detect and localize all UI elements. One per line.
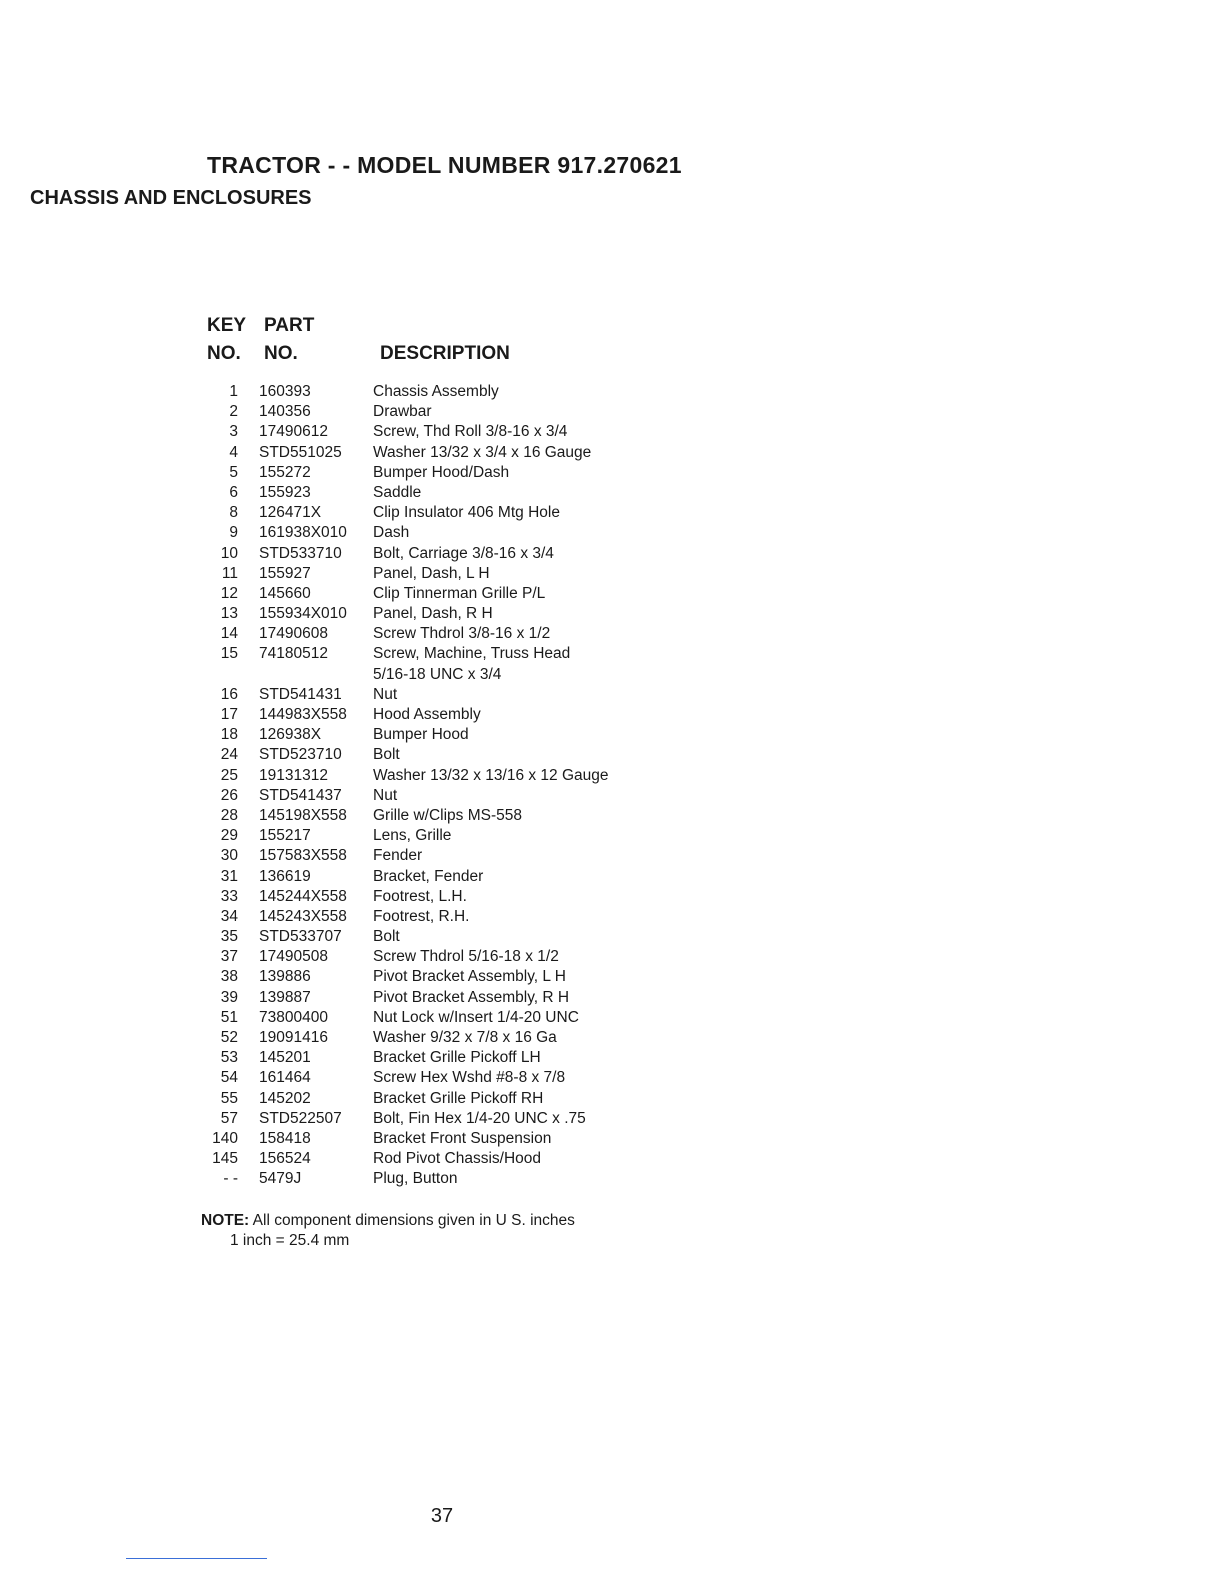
part-row bbox=[196, 685, 609, 705]
part-description-line1: Fender bbox=[373, 847, 423, 865]
part-number: 139886 bbox=[259, 968, 311, 986]
part-number: STD522507 bbox=[259, 1109, 342, 1127]
key-number: 31 bbox=[220, 867, 238, 885]
part-description-line1: Drawbar bbox=[373, 403, 432, 421]
part-row bbox=[196, 1008, 609, 1028]
part-description-line1: Washer 13/32 x 3/4 x 16 Gauge bbox=[373, 443, 592, 461]
part-number: 136619 bbox=[259, 867, 311, 885]
note bbox=[201, 1211, 575, 1251]
part-row bbox=[196, 806, 609, 826]
note-line1 bbox=[201, 1211, 575, 1231]
part-description-line2: 5/16-18 UNC x 3/4 bbox=[373, 665, 502, 683]
part-row bbox=[196, 907, 609, 927]
part-description-line1: Pivot Bracket Assembly, L H bbox=[373, 968, 566, 986]
key-number: 37 bbox=[220, 948, 238, 966]
part-number: 145660 bbox=[259, 584, 311, 602]
part-description bbox=[373, 766, 609, 786]
part-description-line1: Rod Pivot Chassis/Hood bbox=[373, 1150, 541, 1168]
part-description-line1: Bumper Hood/Dash bbox=[373, 463, 510, 481]
part-row bbox=[196, 503, 609, 523]
part-description-line1: Bracket Front Suspension bbox=[373, 1129, 552, 1147]
part-row bbox=[196, 887, 609, 907]
part-description-line1: Bumper Hood bbox=[373, 726, 469, 744]
key-number: 33 bbox=[220, 887, 238, 905]
part-description bbox=[373, 604, 609, 624]
parts-list bbox=[196, 382, 609, 1190]
part-description bbox=[373, 584, 609, 604]
part-description-line1: Screw Thdrol 5/16-18 x 1/2 bbox=[373, 948, 559, 966]
part-number: STD541437 bbox=[259, 786, 342, 804]
page-number: 37 bbox=[430, 1505, 454, 1527]
part-description bbox=[373, 967, 609, 987]
key-number: 11 bbox=[221, 564, 238, 582]
part-description bbox=[373, 483, 609, 503]
part-description-line1: Washer 9/32 x 7/8 x 16 Ga bbox=[373, 1029, 557, 1047]
part-description bbox=[373, 1169, 609, 1189]
part-number: 5479J bbox=[259, 1170, 302, 1188]
part-number: STD533710 bbox=[259, 544, 342, 562]
part-description bbox=[373, 927, 609, 947]
part-description-line1: Panel, Dash, R H bbox=[373, 605, 493, 623]
part-description bbox=[373, 544, 609, 564]
part-description bbox=[373, 725, 609, 745]
part-description-line1: Pivot Bracket Assembly, R H bbox=[373, 988, 570, 1006]
part-description-line1: Bracket Grille Pickoff RH bbox=[373, 1089, 544, 1107]
part-description-line1: Screw, Thd Roll 3/8-16 x 3/4 bbox=[373, 423, 568, 441]
description-header: DESCRIPTION bbox=[380, 343, 510, 364]
part-description-line1: Screw, Machine, Truss Head bbox=[373, 645, 571, 663]
part-number: 17490612 bbox=[259, 423, 328, 441]
part-description bbox=[373, 947, 609, 967]
part-description bbox=[373, 1008, 609, 1028]
document-title: TRACTOR - - MODEL NUMBER 917.270621 bbox=[207, 152, 682, 178]
section-title: CHASSIS AND ENCLOSURES bbox=[30, 187, 312, 209]
part-description bbox=[373, 1068, 609, 1088]
part-description bbox=[373, 1028, 609, 1048]
key-number: 25 bbox=[220, 766, 238, 784]
part-description-line1: Footrest, L.H. bbox=[373, 887, 467, 905]
part-row bbox=[196, 1169, 609, 1189]
part-description-line1: Grille w/Clips MS-558 bbox=[373, 806, 523, 824]
part-number: 155217 bbox=[259, 827, 311, 845]
part-number: 19131312 bbox=[259, 766, 328, 784]
key-number: 14 bbox=[220, 625, 238, 643]
part-row bbox=[196, 564, 609, 584]
part-description bbox=[373, 867, 609, 887]
part-description bbox=[373, 523, 609, 543]
part-description-line1: Screw Thdrol 3/8-16 x 1/2 bbox=[373, 625, 551, 643]
part-description bbox=[373, 1089, 609, 1109]
part-description-line1: Washer 13/32 x 13/16 x 12 Gauge bbox=[373, 766, 609, 784]
part-number: 140356 bbox=[259, 403, 311, 421]
key-number: 16 bbox=[220, 685, 238, 703]
part-number: 17490508 bbox=[259, 948, 328, 966]
part-row bbox=[196, 523, 609, 543]
key-number: 51 bbox=[220, 1008, 238, 1026]
note-label: NOTE: bbox=[201, 1212, 250, 1229]
part-number: 157583X558 bbox=[259, 847, 347, 865]
footer-rule bbox=[126, 1558, 267, 1559]
part-number: 155272 bbox=[259, 463, 311, 481]
key-number: 35 bbox=[220, 928, 238, 946]
key-number: 140 bbox=[212, 1129, 238, 1147]
part-description-line1: Nut bbox=[373, 685, 398, 703]
part-row bbox=[196, 382, 609, 402]
part-description-line1: Footrest, R.H. bbox=[373, 907, 470, 925]
part-number: 73800400 bbox=[259, 1008, 328, 1026]
part-row bbox=[196, 786, 609, 806]
part-description bbox=[373, 382, 609, 402]
key-number: 38 bbox=[220, 968, 238, 986]
part-row bbox=[196, 644, 609, 684]
part-row bbox=[196, 867, 609, 887]
part-description bbox=[373, 443, 609, 463]
part-number: 156524 bbox=[259, 1150, 311, 1168]
part-description bbox=[373, 806, 609, 826]
part-number: 139887 bbox=[259, 988, 311, 1006]
part-description bbox=[373, 1109, 609, 1129]
part-number: 144983X558 bbox=[259, 706, 347, 724]
part-description-line1: Screw Hex Wshd #8-8 x 7/8 bbox=[373, 1069, 566, 1087]
part-number: 145201 bbox=[259, 1049, 311, 1067]
key-number: 1 bbox=[229, 383, 238, 400]
key-number: 29 bbox=[220, 827, 238, 845]
part-row bbox=[196, 766, 609, 786]
part-number: 158418 bbox=[259, 1129, 311, 1147]
part-number: STD551025 bbox=[259, 443, 342, 461]
part-description bbox=[373, 564, 609, 584]
part-description-line1: Lens, Grille bbox=[373, 827, 452, 845]
part-description-line1: Clip Insulator 406 Mtg Hole bbox=[373, 504, 560, 522]
part-row bbox=[196, 1089, 609, 1109]
part-row bbox=[196, 988, 609, 1008]
key-number: 12 bbox=[220, 584, 238, 602]
part-description-line1: Bolt, Fin Hex 1/4-20 UNC x .75 bbox=[373, 1109, 586, 1127]
part-number: STD533707 bbox=[259, 928, 342, 946]
part-description-line1: Clip Tinnerman Grille P/L bbox=[373, 584, 546, 602]
part-row bbox=[196, 584, 609, 604]
part-description bbox=[373, 745, 609, 765]
part-description bbox=[373, 644, 609, 684]
part-description bbox=[373, 422, 609, 442]
part-description bbox=[373, 402, 609, 422]
part-row bbox=[196, 604, 609, 624]
part-description-line1: Chassis Assembly bbox=[373, 383, 499, 400]
key-number: 39 bbox=[220, 988, 238, 1006]
part-number: 145202 bbox=[259, 1089, 311, 1107]
key-number: 145 bbox=[212, 1150, 238, 1168]
part-description bbox=[373, 907, 609, 927]
key-number: 3 bbox=[229, 423, 238, 441]
key-number: 34 bbox=[220, 907, 238, 925]
note-text: All component dimensions given in U S. inches bbox=[249, 1212, 575, 1229]
part-header-line2: NO. bbox=[264, 343, 298, 364]
part-number: 161464 bbox=[259, 1069, 311, 1087]
part-row bbox=[196, 1068, 609, 1088]
part-description-line1: Dash bbox=[373, 524, 410, 542]
part-row bbox=[196, 443, 609, 463]
part-row bbox=[196, 745, 609, 765]
key-number: 8 bbox=[229, 504, 238, 522]
part-description bbox=[373, 705, 609, 725]
part-description bbox=[373, 1129, 609, 1149]
part-number: 74180512 bbox=[259, 645, 328, 663]
key-number: 26 bbox=[220, 786, 238, 804]
part-description-line1: Bolt, Carriage 3/8-16 x 3/4 bbox=[373, 544, 554, 562]
part-description bbox=[373, 786, 609, 806]
part-description-line1: Nut Lock w/Insert 1/4-20 UNC bbox=[373, 1008, 579, 1026]
part-row bbox=[196, 846, 609, 866]
part-number: 161938X010 bbox=[259, 524, 347, 542]
part-number: 160393 bbox=[259, 383, 311, 400]
key-number: 4 bbox=[229, 443, 238, 461]
part-number: 126471X bbox=[259, 504, 322, 522]
note-line2: 1 inch = 25.4 mm bbox=[230, 1232, 350, 1249]
key-number: 55 bbox=[220, 1089, 238, 1107]
part-number: 145243X558 bbox=[259, 907, 347, 925]
part-row bbox=[196, 705, 609, 725]
part-row bbox=[196, 1048, 609, 1068]
part-description bbox=[373, 624, 609, 644]
part-description bbox=[373, 988, 609, 1008]
key-number: 10 bbox=[220, 544, 238, 562]
part-description-line1: Plug, Button bbox=[373, 1170, 458, 1188]
key-number: 17 bbox=[220, 706, 238, 724]
part-number: 145244X558 bbox=[259, 887, 347, 905]
part-row bbox=[196, 544, 609, 564]
key-number: 52 bbox=[220, 1029, 238, 1047]
key-number: 53 bbox=[220, 1049, 238, 1067]
key-number: 9 bbox=[229, 524, 238, 542]
key-number: 30 bbox=[220, 847, 238, 865]
part-number: 19091416 bbox=[259, 1029, 328, 1047]
key-number: 13 bbox=[220, 605, 238, 623]
part-number: 145198X558 bbox=[259, 806, 347, 824]
part-header-line1: PART bbox=[264, 315, 315, 336]
part-row bbox=[196, 826, 609, 846]
part-row bbox=[196, 725, 609, 745]
key-number: 54 bbox=[220, 1069, 238, 1087]
part-row bbox=[196, 463, 609, 483]
key-number: 57 bbox=[220, 1109, 238, 1127]
part-description-line1: Hood Assembly bbox=[373, 706, 481, 724]
part-description bbox=[373, 463, 609, 483]
part-number: 155923 bbox=[259, 483, 311, 501]
part-description bbox=[373, 1048, 609, 1068]
key-header-line2: NO. bbox=[207, 343, 241, 364]
part-description bbox=[373, 685, 609, 705]
part-row bbox=[196, 927, 609, 947]
part-description-line1: Nut bbox=[373, 786, 398, 804]
part-description-line1: Bracket, Fender bbox=[373, 867, 484, 885]
part-description-line1: Bolt bbox=[373, 928, 400, 946]
part-number: STD523710 bbox=[259, 746, 342, 764]
key-number: - - bbox=[223, 1170, 238, 1188]
part-description-line1: Panel, Dash, L H bbox=[373, 564, 490, 582]
part-description-line1: Bolt bbox=[373, 746, 400, 764]
key-number: 28 bbox=[220, 806, 238, 824]
key-number: 18 bbox=[220, 726, 238, 744]
part-number: 17490608 bbox=[259, 625, 328, 643]
part-description bbox=[373, 887, 609, 907]
part-description bbox=[373, 846, 609, 866]
part-row bbox=[196, 624, 609, 644]
part-number: 126938X bbox=[259, 726, 322, 744]
part-row bbox=[196, 947, 609, 967]
part-row bbox=[196, 422, 609, 442]
part-description-line1: Saddle bbox=[373, 483, 422, 501]
part-row bbox=[196, 967, 609, 987]
key-header-line1: KEY bbox=[207, 315, 247, 336]
part-number: 155934X010 bbox=[259, 605, 347, 623]
part-description bbox=[373, 826, 609, 846]
part-row bbox=[196, 1129, 609, 1149]
part-row bbox=[196, 1028, 609, 1048]
part-row bbox=[196, 402, 609, 422]
key-number: 5 bbox=[229, 463, 238, 481]
part-description bbox=[373, 503, 609, 523]
part-row bbox=[196, 1109, 609, 1129]
part-description bbox=[373, 1149, 609, 1169]
key-number: 24 bbox=[220, 746, 238, 764]
part-row bbox=[196, 483, 609, 503]
key-number: 6 bbox=[229, 483, 238, 501]
part-number: STD541431 bbox=[259, 685, 342, 703]
key-number: 15 bbox=[220, 645, 238, 663]
key-number: 2 bbox=[229, 403, 238, 421]
part-description-line1: Bracket Grille Pickoff LH bbox=[373, 1049, 541, 1067]
part-number: 155927 bbox=[259, 564, 311, 582]
part-row bbox=[196, 1149, 609, 1169]
